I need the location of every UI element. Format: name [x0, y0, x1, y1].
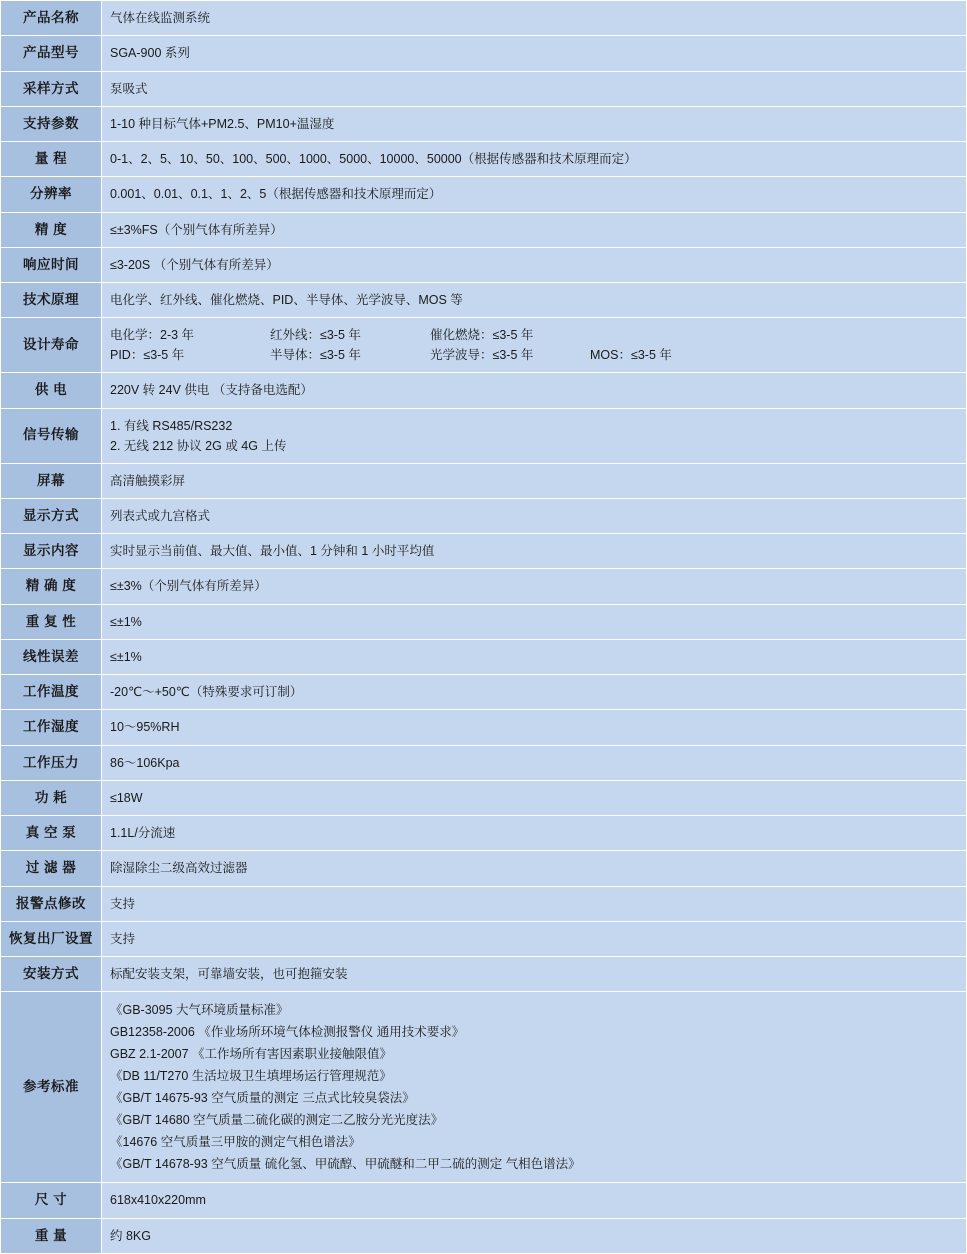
table-row — [1, 957, 967, 992]
table-row — [1, 639, 967, 674]
table-row — [1, 318, 967, 373]
spec-value-cell — [102, 36, 967, 71]
lifespan-row — [110, 345, 958, 365]
spec-value-text — [110, 894, 958, 914]
spec-label-cell: 采样方式 — [1, 71, 102, 106]
table-row — [1, 745, 967, 780]
table-row — [1, 534, 967, 569]
spec-label-cell: 线性误差 — [1, 639, 102, 674]
spec-label-cell: 功 耗 — [1, 780, 102, 815]
table-row — [1, 177, 967, 212]
spec-value-line: 约 8KG — [110, 1228, 151, 1243]
spec-value-line: 1. 有线 RS485/RS232 — [110, 418, 233, 433]
spec-value-cell — [102, 675, 967, 710]
spec-label-cell: 供 电 — [1, 373, 102, 408]
spec-value-line: 实时显示当前值、最大值、最小值、1 分钟和 1 小时平均值 — [110, 544, 435, 559]
spec-value-line: 1.1L/分流速 — [110, 826, 176, 841]
spec-value-cell — [102, 71, 967, 106]
spec-value-cell — [102, 498, 967, 533]
spec-value-line: ≤3-20S （个别气体有所差异） — [110, 257, 279, 272]
spec-label-cell: 技术原理 — [1, 283, 102, 318]
spec-value-line: 《GB/T 14675-93 空气质量的测定 三点式比较臭袋法》 — [110, 1091, 415, 1106]
spec-value-text — [110, 255, 958, 275]
spec-value-cell — [102, 816, 967, 851]
spec-value-cell — [102, 780, 967, 815]
lifespan-item: 红外线：≤3-5 年 — [270, 328, 361, 343]
spec-label-cell: 工作温度 — [1, 675, 102, 710]
spec-value-cell — [102, 745, 967, 780]
lifespan-row — [110, 325, 958, 345]
spec-value-text — [110, 380, 958, 400]
spec-value-line: ≤±3%FS（个别气体有所差异） — [110, 222, 283, 237]
spec-value-text — [110, 149, 958, 169]
spec-label-cell: 安装方式 — [1, 957, 102, 992]
spec-value-line: 《GB/T 14678-93 空气质量 硫化氢、甲硫醇、甲硫醚和二甲二硫的测定 气相色谱法》 — [110, 1157, 581, 1172]
spec-value-cell — [102, 604, 967, 639]
spec-value-line: 除湿除尘二级高效过滤器 — [110, 861, 248, 876]
table-row — [1, 886, 967, 921]
spec-value-line: 《GB-3095 大气环境质量标准》 — [110, 1003, 289, 1018]
table-row — [1, 604, 967, 639]
spec-value-line: -20℃～+50℃（特殊要求可订制） — [110, 685, 303, 700]
table-row — [1, 36, 967, 71]
spec-value-text — [110, 220, 958, 240]
spec-value-cell — [102, 957, 967, 992]
spec-value-line: 列表式或九宫格式 — [110, 508, 211, 523]
table-row — [1, 106, 967, 141]
spec-value-line: GBZ 2.1-2007 《工作场所有害因素职业接触限值》 — [110, 1047, 392, 1062]
spec-value-text — [110, 416, 958, 456]
spec-value-line: 《14676 空气质量三甲胺的测定气相色谱法》 — [110, 1135, 361, 1150]
spec-value-cell — [102, 851, 967, 886]
spec-value-text — [110, 79, 958, 99]
spec-value-cell — [102, 921, 967, 956]
spec-value-text — [110, 576, 958, 596]
lifespan-item: MOS：≤3-5 年 — [590, 348, 672, 363]
spec-value-line: 0‐1、2、5、10、50、100、500、1000、5000、10000、50000（根据传感器和技术原理而定） — [110, 152, 637, 167]
spec-value-text — [110, 612, 958, 632]
spec-value-cell — [102, 408, 967, 463]
spec-value-text — [110, 753, 958, 773]
spec-value-line: 220V 转 24V 供电 （支持备电选配） — [110, 383, 313, 398]
spec-value-cell — [102, 247, 967, 282]
table-row — [1, 247, 967, 282]
table-row — [1, 408, 967, 463]
spec-label-cell: 参考标准 — [1, 992, 102, 1183]
spec-value-text — [110, 8, 958, 28]
spec-value-line: ≤18W — [110, 790, 143, 805]
spec-label-cell: 重 量 — [1, 1218, 102, 1253]
spec-value-text — [110, 114, 958, 134]
spec-label-cell: 真 空 泵 — [1, 816, 102, 851]
spec-value-line: 《GB/T 14680 空气质量二硫化碳的测定二乙胺分光光度法》 — [110, 1113, 444, 1128]
table-row — [1, 921, 967, 956]
spec-label-cell: 分辨率 — [1, 177, 102, 212]
spec-value-line: 0.001、0.01、0.1、1、2、5（根据传感器和技术原理而定） — [110, 187, 442, 202]
lifespan-item: 光学波导：≤3-5 年 — [430, 348, 534, 363]
table-row — [1, 1, 967, 36]
spec-value-line: 高清触摸彩屏 — [110, 473, 186, 488]
spec-value-cell — [102, 1183, 967, 1218]
table-row — [1, 373, 967, 408]
spec-value-cell — [102, 639, 967, 674]
spec-value-text — [110, 858, 958, 878]
table-row — [1, 780, 967, 815]
spec-value-cell — [102, 373, 967, 408]
spec-value-line: 618x410x220mm — [110, 1193, 206, 1208]
lifespan-item: 半导体：≤3-5 年 — [270, 348, 361, 363]
spec-value-text — [110, 43, 958, 63]
spec-value-cell — [102, 569, 967, 604]
table-row — [1, 992, 967, 1183]
table-row — [1, 816, 967, 851]
spec-label-cell: 信号传输 — [1, 408, 102, 463]
spec-value-cell — [102, 534, 967, 569]
spec-label-cell: 精 度 — [1, 212, 102, 247]
spec-label-cell: 屏幕 — [1, 463, 102, 498]
spec-label-cell: 产品名称 — [1, 1, 102, 36]
spec-label-cell: 工作压力 — [1, 745, 102, 780]
spec-value-text — [110, 471, 958, 491]
table-row — [1, 463, 967, 498]
spec-value-line: 1-10 种目标气体+PM2.5、PM10+温湿度 — [110, 116, 335, 131]
spec-value-text — [110, 184, 958, 204]
spec-label-cell: 尺 寸 — [1, 1183, 102, 1218]
table-row — [1, 1183, 967, 1218]
spec-value-cell — [102, 1218, 967, 1253]
table-row — [1, 142, 967, 177]
spec-label-cell: 响应时间 — [1, 247, 102, 282]
spec-value-text — [110, 506, 958, 526]
spec-value-cell — [102, 283, 967, 318]
spec-value-cell — [102, 886, 967, 921]
spec-value-text — [110, 999, 958, 1175]
spec-value-line: 电化学、红外线、催化燃烧、PID、半导体、光学波导、MOS 等 — [110, 293, 463, 308]
spec-label-cell: 工作湿度 — [1, 710, 102, 745]
spec-label-cell: 产品型号 — [1, 36, 102, 71]
table-row — [1, 498, 967, 533]
spec-label-cell: 量 程 — [1, 142, 102, 177]
spec-value-text — [110, 788, 958, 808]
spec-value-text — [110, 682, 958, 702]
spec-value-line: ≤±1% — [110, 649, 142, 664]
spec-label-cell: 恢复出厂设置 — [1, 921, 102, 956]
spec-value-line: 2. 无线 212 协议 2G 或 4G 上传 — [110, 438, 287, 453]
spec-value-cell — [102, 212, 967, 247]
lifespan-item: 电化学：2-3 年 — [110, 328, 195, 343]
spec-value-line: ≤±1% — [110, 614, 142, 629]
spec-value-line: 支持 — [110, 931, 136, 946]
lifespan-item: 催化燃烧：≤3-5 年 — [430, 328, 534, 343]
spec-label-cell: 设计寿命 — [1, 318, 102, 373]
spec-label-cell: 显示方式 — [1, 498, 102, 533]
spec-value-text — [110, 290, 958, 310]
spec-value-line: 泵吸式 — [110, 81, 148, 96]
spec-value-text — [110, 823, 958, 843]
spec-value-cell — [102, 710, 967, 745]
spec-value-line: 10～95%RH — [110, 720, 180, 735]
spec-value-cell — [102, 177, 967, 212]
spec-value-cell — [102, 318, 967, 373]
lifespan-grid — [110, 325, 958, 365]
spec-label-cell: 重 复 性 — [1, 604, 102, 639]
spec-value-line: ≤±3%（个别气体有所差异） — [110, 579, 267, 594]
spec-value-line: 《DB 11/T270 生活垃圾卫生填埋场运行管理规范》 — [110, 1069, 392, 1084]
spec-value-cell — [102, 142, 967, 177]
spec-value-text — [110, 717, 958, 737]
table-row — [1, 569, 967, 604]
table-row — [1, 71, 967, 106]
table-row — [1, 212, 967, 247]
spec-value-line: 86～106Kpa — [110, 755, 180, 770]
lifespan-item: PID：≤3-5 年 — [110, 348, 185, 363]
spec-value-text — [110, 647, 958, 667]
spec-value-cell — [102, 1, 967, 36]
spec-value-line: 气体在线监测系统 — [110, 11, 211, 26]
spec-value-text — [110, 541, 958, 561]
table-row — [1, 1218, 967, 1253]
table-row — [1, 710, 967, 745]
spec-value-text — [110, 1226, 958, 1246]
spec-value-line: 支持 — [110, 896, 136, 911]
table-row — [1, 851, 967, 886]
spec-label-cell: 精 确 度 — [1, 569, 102, 604]
spec-value-text — [110, 964, 958, 984]
spec-value-line: 标配安装支架，可靠墙安装，也可抱箍安装 — [110, 967, 348, 982]
spec-value-text — [110, 1190, 958, 1210]
spec-value-line: GB12358-2006 《作业场所环境气体检测报警仪 通用技术要求》 — [110, 1025, 465, 1040]
spec-label-cell: 报警点修改 — [1, 886, 102, 921]
table-row — [1, 675, 967, 710]
spec-label-cell: 过 滤 器 — [1, 851, 102, 886]
spec-value-text — [110, 929, 958, 949]
spec-label-cell: 显示内容 — [1, 534, 102, 569]
spec-value-cell — [102, 992, 967, 1183]
spec-value-line: SGA-900 系列 — [110, 46, 190, 61]
spec-value-cell — [102, 463, 967, 498]
spec-label-cell: 支持参数 — [1, 106, 102, 141]
table-row — [1, 283, 967, 318]
spec-value-cell — [102, 106, 967, 141]
